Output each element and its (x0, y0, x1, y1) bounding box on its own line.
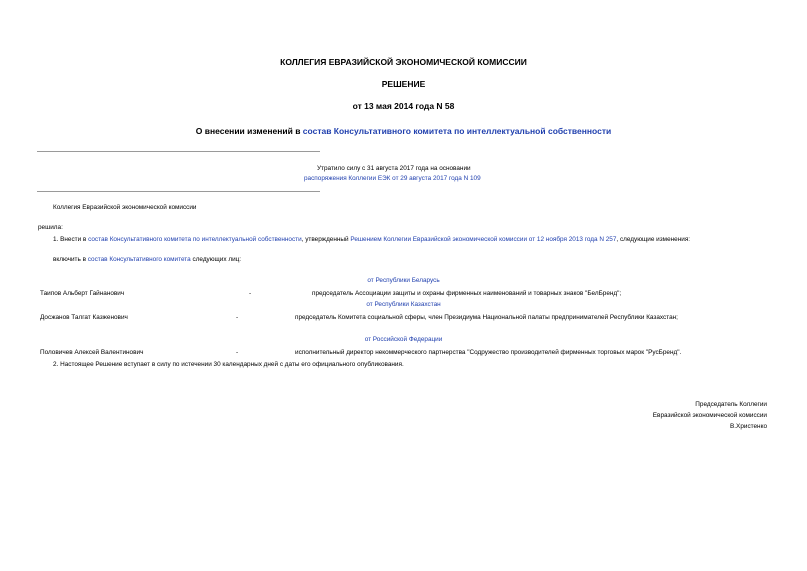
document-date: от 13 мая 2014 года N 58 (352, 101, 455, 111)
country-kazakhstan[interactable]: от Республики Казахстан (366, 301, 441, 308)
include-line (53, 256, 241, 263)
p1-link-decision[interactable]: Решением Коллегии Евразийской экономической комиссии от 12 ноября 2013 года N 257 (350, 236, 617, 243)
document-title (0, 126, 807, 136)
p1-text-a: 1. Внести в (53, 236, 89, 243)
member-name: Половичев Алексей Валентинович (40, 349, 144, 356)
include-text-b: следующих лиц: (190, 256, 242, 263)
p1-link-committee[interactable]: состав Консультативного комитета по интеллектуальной собственности (88, 236, 302, 243)
divider-bottom (37, 191, 320, 192)
member-role: председатель Ассоциации защиты и охраны фирменных наименований и товарных знаков "БелБренд"; (312, 290, 622, 297)
signature-name: В.Христенко (730, 423, 767, 430)
p1-text-c: , следующие изменения: (616, 236, 691, 243)
paragraph-1 (53, 236, 690, 243)
member-role: исполнительный директор некоммерческого партнерства "Содружество производителей фирменных торговых марок "РусБренд". (295, 349, 682, 356)
country-belarus[interactable]: от Республики Беларусь (367, 277, 440, 284)
signature-organization: Евразийской экономической комиссии (652, 412, 767, 419)
include-link[interactable]: состав Консультативного комитета (87, 256, 191, 263)
title-prefix: О внесении изменений в (195, 126, 303, 136)
include-text-a: включить в (53, 256, 88, 263)
member-dash: - (236, 349, 239, 356)
country-russia[interactable]: от Российской Федерации (364, 336, 443, 343)
status-link[interactable]: распоряжения Коллегии ЕЭК от 29 августа 2017 года N 109 (304, 175, 481, 182)
paragraph-2: 2. Настоящее Решение вступает в силу по истечении 30 календарных дней с даты его официального опубликования. (53, 361, 404, 368)
member-role: председатель Комитета социальной сферы, член Президиума Национальной палаты предпринимателей Республики Казахстан; (295, 314, 678, 321)
status-line: Утратило силу с 31 августа 2017 года на основании (317, 165, 471, 172)
document-type: РЕШЕНИЕ (381, 79, 426, 89)
member-dash: - (249, 290, 252, 297)
org-heading: КОЛЛЕГИЯ ЕВРАЗИЙСКОЙ ЭКОНОМИЧЕСКОЙ КОМИССИИ (280, 57, 527, 67)
member-name: Досжанов Талгат Казженович (40, 314, 128, 321)
p1-text-b: , утвержденный (301, 236, 351, 243)
member-dash: - (236, 314, 239, 321)
divider-top (37, 151, 320, 152)
intro-text: Коллегия Евразийской экономической комиссии (53, 204, 197, 211)
signature-position: Председатель Коллегии (695, 401, 767, 408)
member-name: Таипов Альберт Гайнанович (40, 290, 125, 297)
title-link[interactable]: состав Консультативного комитета по интеллектуальной собственности (302, 126, 612, 136)
resolved-text: решила: (38, 224, 63, 231)
